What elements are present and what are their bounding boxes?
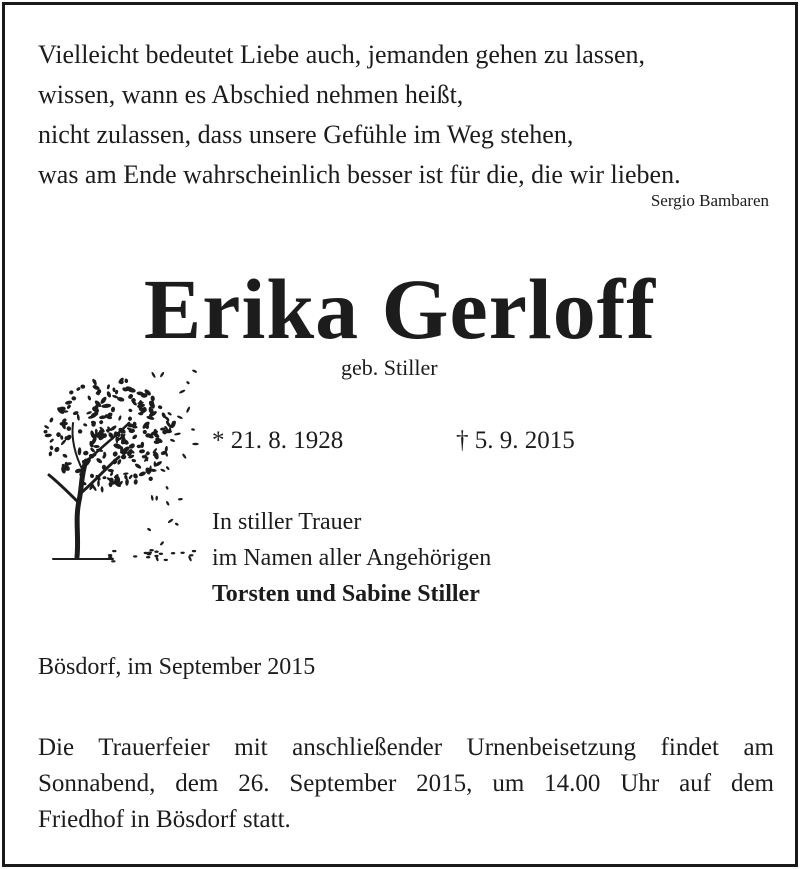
leaf-mark — [71, 396, 76, 400]
leaf-mark — [97, 480, 100, 487]
ground-leaf-mark — [148, 552, 152, 554]
leaf-mark — [106, 391, 112, 399]
leaf-mark — [66, 404, 71, 410]
leaf-mark — [139, 449, 145, 454]
leaf-mark — [76, 414, 80, 421]
leaf-mark — [77, 428, 83, 434]
falling-leaf-mark — [151, 371, 156, 378]
leaf-mark — [98, 419, 104, 424]
mourners-names: Torsten und Sabine Stiller — [212, 581, 480, 607]
leaf-mark — [89, 473, 94, 479]
windblown-tree-icon — [33, 363, 205, 569]
leaf-mark — [118, 415, 122, 421]
leaf-mark — [68, 390, 74, 396]
leaf-mark — [111, 406, 116, 412]
leaf-mark — [86, 411, 92, 416]
quote-line: wissen, wann es Abschied nehmen heißt, — [38, 80, 464, 109]
leaf-mark — [102, 476, 106, 480]
mourners-block — [212, 504, 491, 612]
funeral-line: Sonnabend, dem 26. September 2015, um 14.00 Uhr auf dem — [38, 770, 774, 797]
ground-leaf-mark — [149, 549, 153, 551]
ground-leaf-mark — [146, 556, 150, 558]
leaf-mark — [124, 378, 128, 383]
falling-leaf-mark — [165, 466, 170, 471]
ground-leaf-mark — [144, 552, 148, 554]
leaf-mark — [128, 408, 133, 413]
leaf-mark — [128, 416, 132, 420]
leaf-mark — [132, 426, 137, 429]
falling-leaf-mark — [182, 453, 187, 459]
leaf-mark — [60, 439, 67, 446]
falling-leaf-mark — [167, 518, 174, 524]
leaf-mark — [48, 451, 52, 456]
leaf-mark — [65, 400, 73, 405]
falling-leaf-mark — [186, 381, 190, 385]
quote — [38, 35, 681, 195]
falling-leaf-mark — [192, 369, 198, 374]
leaf-mark — [133, 479, 138, 485]
leaf-mark — [123, 472, 129, 475]
mourners-line: In stiller Trauer — [212, 509, 362, 535]
ground-leaf-mark — [171, 552, 175, 554]
ground-leaf-mark — [111, 560, 115, 562]
maiden-name: geb. Stiller — [341, 355, 438, 380]
leaf-mark — [125, 479, 129, 486]
ground-leaf-mark — [154, 555, 158, 557]
ground-leaf-mark — [154, 551, 158, 553]
leaf-mark — [87, 395, 92, 401]
leaf-mark — [95, 457, 103, 464]
leaf-mark — [150, 395, 155, 401]
leaf-mark — [131, 458, 136, 462]
death-date: † 5. 9. 2015 — [456, 427, 575, 454]
leaf-mark — [121, 454, 127, 459]
funeral-notice — [38, 730, 774, 838]
falling-leaf-mark — [160, 468, 166, 472]
leaf-mark — [132, 473, 138, 480]
leaf-mark — [76, 386, 81, 391]
leaf-mark — [157, 405, 163, 410]
leaf-mark — [44, 433, 52, 437]
leaf-mark — [49, 417, 54, 423]
falling-leaf-mark — [191, 428, 195, 431]
leaf-mark — [107, 469, 114, 473]
leaf-mark — [106, 384, 110, 390]
ground-leaf-mark — [133, 555, 137, 557]
deceased-name: Erika Gerloff — [143, 261, 657, 357]
falling-leaf-mark — [170, 438, 176, 442]
falling-leaf-mark — [159, 541, 164, 546]
leaf-mark — [109, 471, 113, 476]
leaf-mark — [83, 423, 88, 427]
leaf-mark — [100, 486, 103, 492]
leaf-mark — [43, 429, 48, 433]
falling-leaf-mark — [174, 522, 179, 526]
leaf-mark — [59, 421, 68, 426]
quote-line: was am Ende wahrscheinlich besser ist für die, die wir lieben. — [38, 160, 681, 189]
falling-leaf-mark — [177, 415, 184, 420]
falling-leaf-mark — [159, 371, 164, 377]
quote-line: nicht zulassen, dass unsere Gefühle im Weg stehen, — [38, 120, 574, 149]
leaf-mark — [49, 438, 54, 443]
falling-leaf-mark — [192, 443, 199, 445]
falling-leaf-mark — [165, 486, 169, 490]
leaf-mark — [128, 474, 133, 480]
falling-leaf-mark — [179, 389, 186, 394]
birth-date: * 21. 8. 1928 — [212, 427, 344, 454]
funeral-line: Friedhof in Bösdorf statt. — [38, 806, 291, 833]
leaf-mark — [62, 453, 68, 459]
ground-leaf-mark — [192, 550, 196, 552]
quote-line: Vielleicht bedeutet Liebe auch, jemanden gehen zu lassen, — [38, 40, 646, 69]
leaf-mark — [83, 450, 89, 455]
leaf-mark — [44, 425, 50, 430]
falling-leaf-mark — [167, 412, 172, 417]
ground-leaf-mark — [189, 554, 193, 556]
leaf-mark — [99, 396, 107, 405]
ground-leaf-mark — [159, 553, 163, 555]
leaf-mark — [134, 463, 142, 470]
leaf-mark — [66, 425, 72, 431]
falling-leaf-mark — [165, 501, 169, 507]
mourners-line: im Namen aller Angehörigen — [212, 545, 492, 571]
ground-leaf-mark — [112, 550, 116, 552]
leaf-mark — [93, 445, 99, 448]
ground-leaf-mark — [164, 559, 168, 561]
funeral-line: Die Trauerfeier mit anschließender Urnenbeisetzung findet am — [38, 734, 774, 761]
falling-leaf-mark — [186, 406, 191, 413]
leaf-mark — [53, 446, 60, 453]
quote-author: Sergio Bambaren — [650, 191, 769, 210]
leaf-mark — [131, 434, 138, 440]
leaf-mark — [80, 384, 85, 389]
leaf-mark — [148, 476, 153, 481]
falling-leaf-mark — [178, 498, 183, 501]
ground-leaf-mark — [180, 552, 184, 554]
falling-leaf-mark — [150, 495, 153, 501]
obituary-card — [2, 2, 798, 867]
place-date: Bösdorf, im September 2015 — [38, 654, 316, 680]
falling-leaf-mark — [174, 432, 181, 436]
falling-leaf-mark — [147, 527, 152, 531]
ground-leaf-mark — [108, 556, 112, 558]
leaf-mark — [49, 445, 54, 450]
leaf-mark — [77, 447, 81, 455]
falling-leaf-mark — [155, 496, 158, 501]
leaf-mark — [138, 471, 146, 478]
